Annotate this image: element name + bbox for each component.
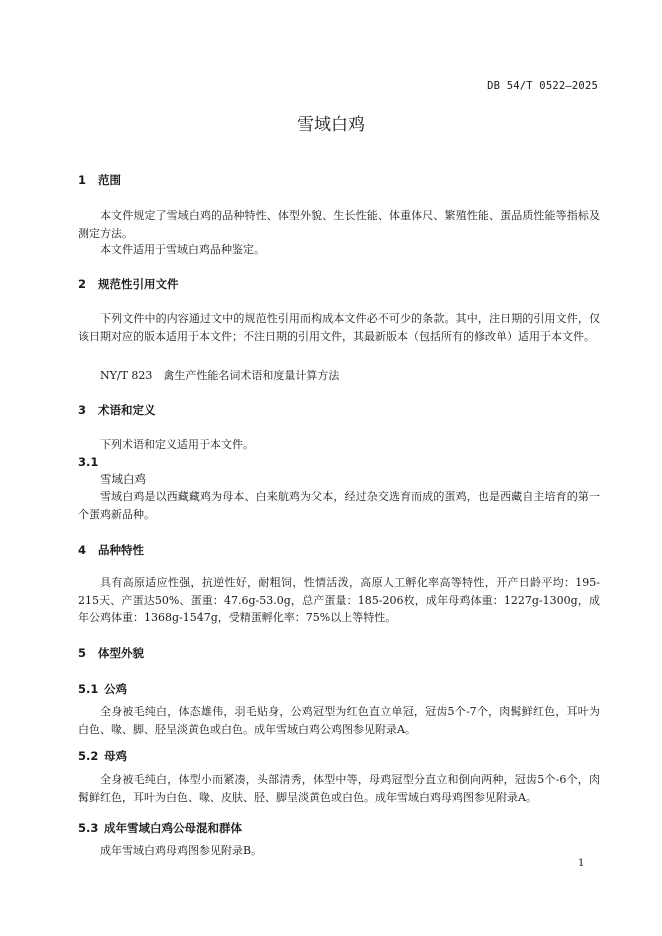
scope-paragraph-2: 本文件适用于雪域白鸡品种鉴定。	[100, 243, 265, 256]
standard-code: DB 54/T 0522—2025	[487, 80, 598, 92]
section-number: 1	[78, 173, 87, 187]
section-title: 体型外貌	[98, 646, 144, 660]
normative-references-paragraph: 下列文件中的内容通过文中的规范性引用而构成本文件必不可少的条款。其中，注日期的引用文件，仅该日期对应的版本适用于本文件；不注日期的引用文件，其最新版本（包括所有的修改单）适用于本文件。	[78, 312, 600, 343]
terms-intro-paragraph: 下列术语和定义适用于本文件。	[100, 438, 254, 451]
section-3-heading	[78, 402, 156, 418]
section-5-2-heading	[78, 748, 127, 764]
document-title: 雪域白鸡	[297, 115, 365, 135]
breed-characteristics-paragraph: 具有高原适应性强，抗逆性好，耐粗饲，性情活泼，高原人工孵化率高等特性，开产日龄平均：195-215天、产蛋达50%、蛋重：47.6g-53.0g，总产蛋量：185-206枚，成年母鸡体重：1227g-1300g，成年公鸡体重：1368g-1547g，受精蛋孵化率：75%以上等特性。	[78, 576, 600, 624]
term-3-1-number: 3.1	[78, 455, 99, 469]
section-title: 母鸡	[104, 749, 127, 763]
section-4-heading	[78, 542, 144, 558]
scope-paragraph-1: 本文件规定了雪域白鸡的品种特性、体型外貌、生长性能、体重体尺、繁殖性能、蛋品质性能等指标及测定方法。	[78, 209, 600, 240]
section-title: 品种特性	[98, 543, 144, 557]
section-title: 范围	[98, 173, 121, 187]
page-number: 1	[578, 858, 585, 869]
section-number: 2	[78, 277, 87, 291]
mixed-flock-paragraph: 成年雪域白鸡母鸡图参见附录B。	[100, 844, 263, 857]
section-5-1-heading	[78, 681, 127, 697]
section-title: 术语和定义	[98, 403, 156, 417]
section-number: 5	[78, 646, 87, 660]
term-definition: 雪域白鸡是以西藏藏鸡为母本、白来航鸡为父本，经过杂交选育而成的蛋鸡，也是西藏自主培育的第一个蛋鸡新品种。	[78, 490, 600, 521]
section-1-heading	[78, 172, 121, 188]
section-title: 成年雪域白鸡公母混和群体	[104, 821, 242, 835]
section-number: 3	[78, 403, 87, 417]
term-name: 雪域白鸡	[100, 472, 146, 486]
section-number: 5.3	[78, 821, 99, 835]
reference-ny-t-823: NY/T 823 禽生产性能名词术语和度量计算方法	[100, 369, 340, 382]
rooster-appearance-paragraph: 全身被毛纯白，体态雄伟，羽毛贴身，公鸡冠型为红色直立单冠，冠齿5个-7个，肉髯鲜红色，耳叶为白色、喙、脚、胫呈淡黄色或白色。成年雪域白鸡公鸡图参见附录A。	[78, 705, 600, 736]
section-number: 5.2	[78, 749, 99, 763]
section-title: 公鸡	[104, 682, 127, 696]
section-2-heading	[78, 276, 179, 292]
section-title: 规范性引用文件	[98, 277, 179, 291]
section-5-heading	[78, 645, 144, 661]
section-5-3-heading	[78, 820, 242, 836]
section-number: 5.1	[78, 682, 99, 696]
section-number: 4	[78, 543, 87, 557]
hen-appearance-paragraph: 全身被毛纯白，体型小而紧凑，头部清秀，体型中等，母鸡冠型分直立和倒向两种，冠齿5个-6个，肉髯鲜红色，耳叶为白色、喙、皮肤、胫、脚呈淡黄色或白色。成年雪域白鸡母鸡图参见附录A。	[78, 773, 600, 804]
